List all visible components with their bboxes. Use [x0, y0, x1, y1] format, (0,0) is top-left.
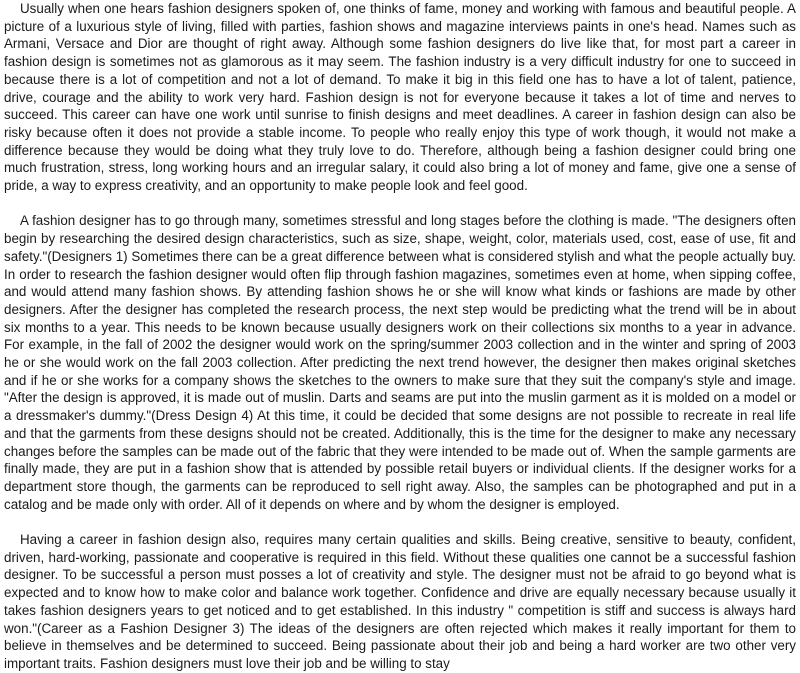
- paragraph-intro: Usually when one hears fashion designers spoken of, one thinks of fame, money and working with famous and beautiful people. A picture of a luxurious style of living, filled with parties, fashion shows and magazine interviews paints in one's head. Names such as Armani, Versace and Dior are thought of right away. Although some fashion designers do live like that, for most part a career in fashion design is sometimes not as glamorous as it may seem. The fashion industry is a very difficult industry for one to succeed in because there is a lot of competition and not a lot of demand. To make it big in this field one has to have a lot of talent, patience, drive, courage and the ability to work very hard. Fashion design is not for everyone because it takes a lot of time and nerves to succeed. This career can have one work until sunrise to finish designs and meet deadlines. A career in fashion design can also be risky because often it does not provide a stable income. To people who really enjoy this type of work though, it would not make a difference because they would be doing what they truly love to do. Therefore, although being a fashion designer could bring one much frustration, stress, long working hours and an irregular salary, it could also bring a lot of money and fame, give one a sense of pride, a way to express creativity, and an opportunity to make people look and feel good.: [4, 1, 796, 194]
- paragraph-spacer: [4, 513, 796, 531]
- paragraph-qualities: Having a career in fashion design also, requires many certain qualities and skills. Being creative, sensitive to beauty, confident, driven, hard-working, passionate and cooperative is required in this field. Without these qualities one cannot be a successful fashion designer. To be successful a person must posses a lot of creativity and style. The designer must not be afraid to go beyond what is expected and to know how to make color and balance work together. Confidence and drive are equally necessary because usually it takes fashion designers years to get noticed and to get established. In this industry " competition is stiff and success is always hard won."(Career as a Fashion Designer 3) The ideas of the designers are often rejected which makes it really important for them to believe in themselves and be determined to succeed. Being passionate about their job and being a hard worker are two other very important traits. Fashion designers must love their job and be willing to stay: [4, 532, 796, 671]
- paragraph-spacer: [4, 195, 796, 213]
- essay-document: [4, 0, 796, 673]
- paragraph-design-process: A fashion designer has to go through many, sometimes stressful and long stages before the clothing is made. "The designers often begin by researching the desired design characteristics, such as size, shape, weight, color, materials used, cost, ease of use, fit and safety."(Designers 1) Sometimes there can be a great difference between what is considered stylish and what the people actually buy. In order to research the fashion designer would often flip through fashion magazines, sometimes even at home, when sipping coffee, and would attend many fashion shows. By attending fashion shows he or she will know what kinds or fashions are made by other designers. After the designer has completed the research process, the next step would be predicting what the trend will be in about six months to a year. This needs to be known because usually designers work on their collections six months to a year in advance. For example, in the fall of 2002 the designer would work on the spring/summer 2003 collection and in the winter and spring of 2003 he or she would work on the fall 2003 collection. After predicting the next trend however, the designer then makes original sketches and if he or she works for a company shows the sketches to the owners to make sure that they suit the company's style and image. "After the design is approved, it is made out of muslin. Darts and seams are put into the muslin garment as it is molded on a model or a dressmaker's dummy."(Dress Design 4) At this time, it could be decided that some designs are not possible to recreate in real life and that the garments from these designs should not be created. Additionally, this is the time for the designer to make any necessary changes before the samples can be made out of the fabric that they were intended to be made out of. When the sample garments are finally made, they are put in a fashion show that is attended by possible retail buyers or individual clients. If the designer works for a department store though, the garments can be reproduced to sell right away. Also, the samples can be photographed and put in a catalog and be made only with order. All of it depends on where and by whom the designer is employed.: [4, 213, 796, 512]
